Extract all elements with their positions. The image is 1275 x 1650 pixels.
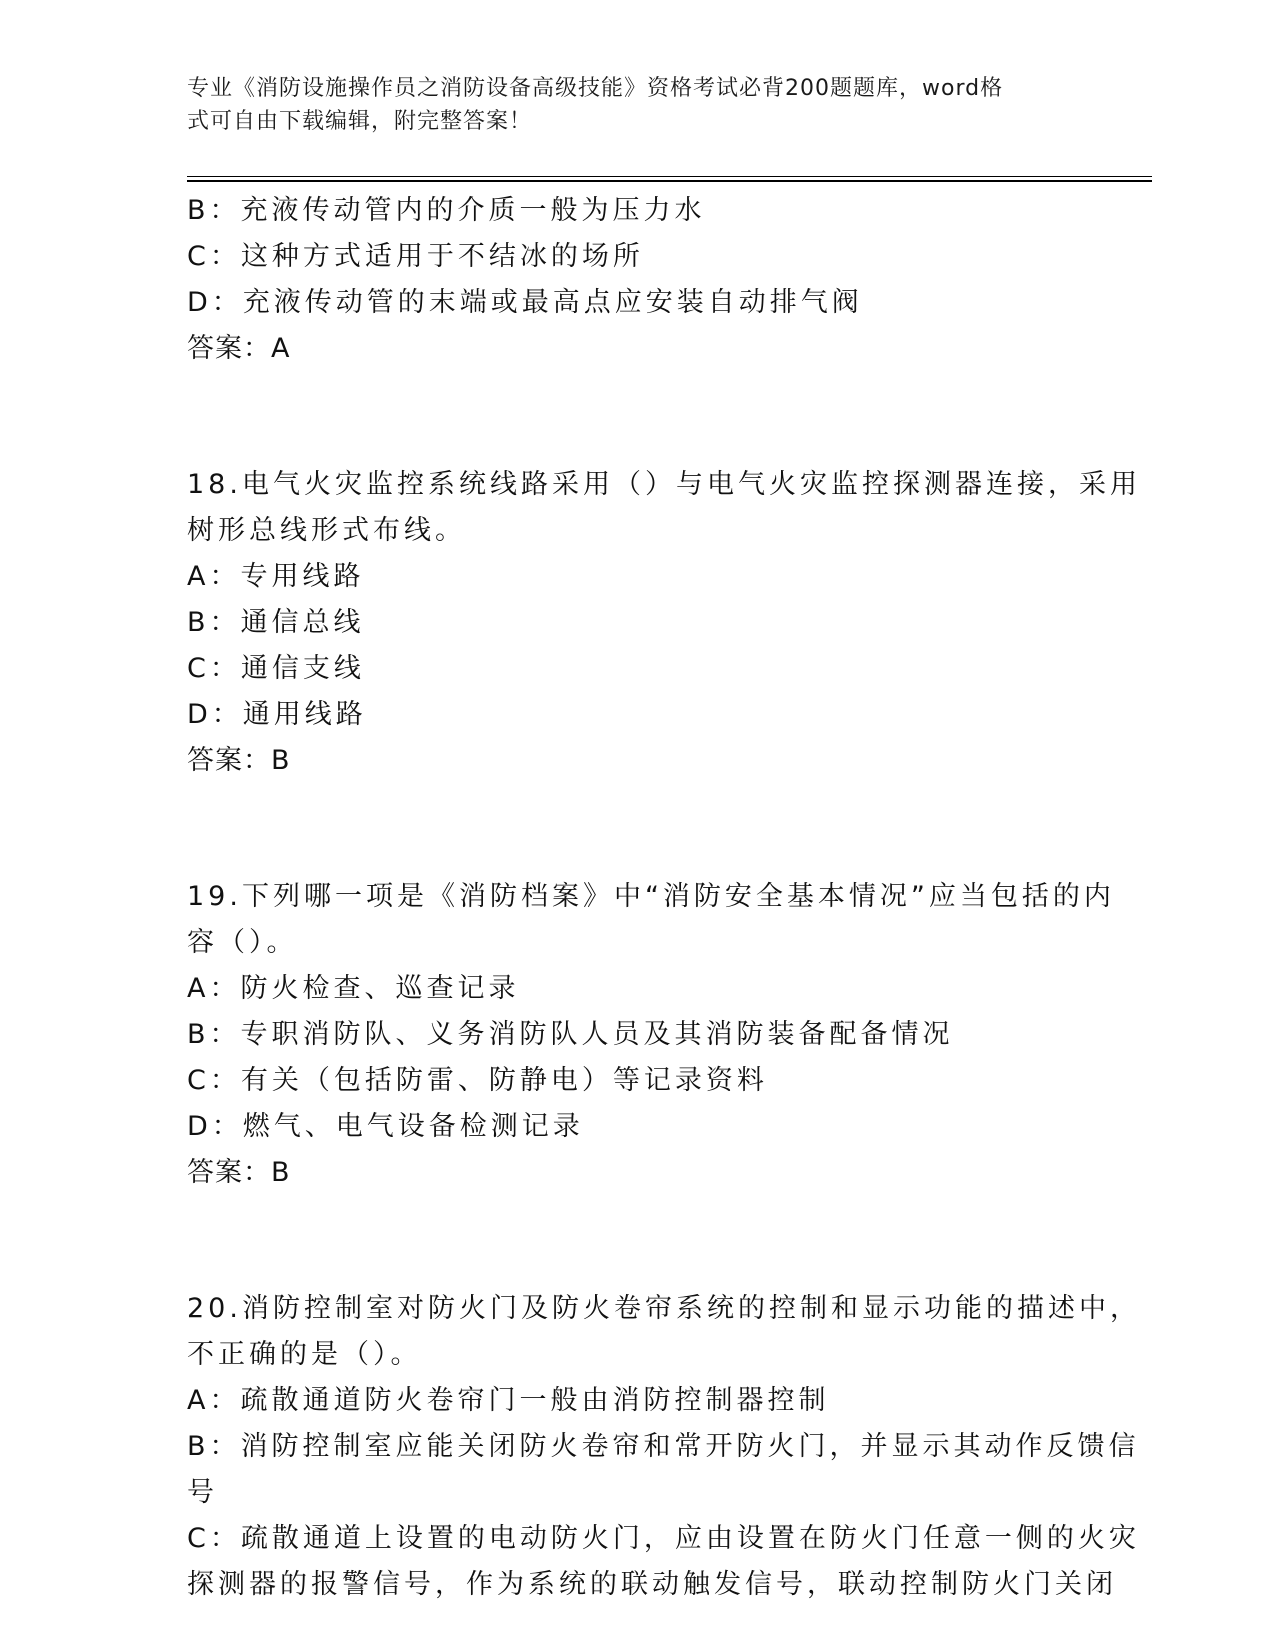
question-stem-continued: 不正确的是（）。 bbox=[187, 1339, 422, 1370]
question-19 bbox=[187, 874, 1115, 1196]
question-17-continued bbox=[187, 188, 1087, 372]
answer-label: 答案：B bbox=[187, 1157, 291, 1188]
option-c: C：有关（包括防雷、防静电）等记录资料 bbox=[187, 1065, 768, 1096]
option-c: C：这种方式适用于不结冰的场所 bbox=[187, 241, 644, 272]
option-b: B：通信总线 bbox=[187, 607, 365, 638]
question-stem: 19.下列哪一项是《消防档案》中“消防安全基本情况”应当包括的内 bbox=[187, 881, 1115, 912]
option-c-continued: 探测器的报警信号，作为系统的联动触发信号，联动控制防火门关闭 bbox=[187, 1569, 1117, 1600]
question-gap bbox=[187, 372, 1087, 462]
option-a: A：专用线路 bbox=[187, 561, 365, 592]
option-b: B：充液传动管内的介质一般为压力水 bbox=[187, 195, 706, 226]
question-gap bbox=[187, 784, 1087, 874]
question-stem-continued: 容（）。 bbox=[187, 927, 298, 958]
question-20 bbox=[187, 1286, 1141, 1608]
header-divider-thin bbox=[187, 176, 1152, 177]
option-d: D：通用线路 bbox=[187, 699, 367, 730]
question-18 bbox=[187, 462, 1141, 784]
header-title-line1: 专业《消防设施操作员之消防设备高级技能》资格考试必背200题题库，word格 bbox=[187, 76, 1004, 101]
document-body bbox=[187, 188, 1141, 1608]
header-title-line2: 式可自由下载编辑，附完整答案！ bbox=[187, 109, 533, 134]
option-b-continued: 号 bbox=[187, 1477, 218, 1508]
question-gap bbox=[187, 1196, 1087, 1286]
option-a: A：防火检查、巡查记录 bbox=[187, 973, 520, 1004]
option-b: B：消防控制室应能关闭防火卷帘和常开防火门，并显示其动作反馈信 bbox=[187, 1431, 1140, 1462]
option-b: B：专职消防队、义务消防队人员及其消防装备配备情况 bbox=[187, 1019, 954, 1050]
option-c: C：通信支线 bbox=[187, 653, 365, 684]
answer-label: 答案：A bbox=[187, 333, 291, 364]
option-d: D：燃气、电气设备检测记录 bbox=[187, 1111, 584, 1142]
question-stem-continued: 树形总线形式布线。 bbox=[187, 515, 466, 546]
answer-label: 答案：B bbox=[187, 745, 291, 776]
question-stem: 20.消防控制室对防火门及防火卷帘系统的控制和显示功能的描述中， bbox=[187, 1293, 1141, 1324]
option-c: C：疏散通道上设置的电动防火门，应由设置在防火门任意一侧的火灾 bbox=[187, 1523, 1140, 1554]
page-header bbox=[187, 72, 1067, 138]
question-stem: 18.电气火灾监控系统线路采用（）与电气火灾监控探测器连接，采用 bbox=[187, 469, 1141, 500]
option-d: D：充液传动管的末端或最高点应安装自动排气阀 bbox=[187, 287, 863, 318]
option-a: A：疏散通道防火卷帘门一般由消防控制器控制 bbox=[187, 1385, 830, 1416]
header-divider-thick bbox=[187, 180, 1152, 182]
